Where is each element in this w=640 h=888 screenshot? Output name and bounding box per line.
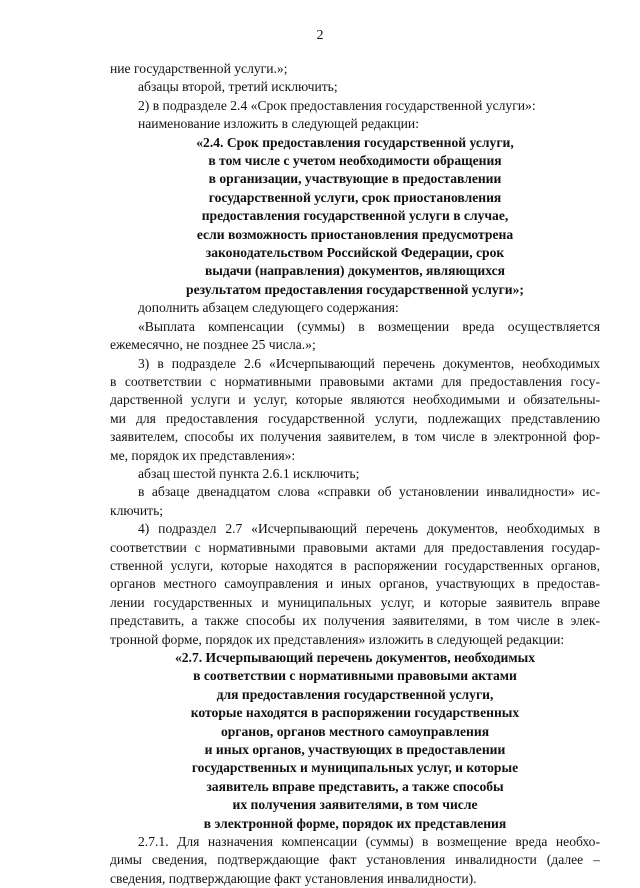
text-line: ми для предоставления государственной услуги, подлежащих представлению [110, 410, 600, 426]
heading-line: в организации, участвующие в предоставлении [208, 171, 502, 187]
heading-line: выдачи (направления) документов, являющихся [204, 263, 506, 279]
heading-line: результатом предоставления государственной услуги»; [186, 281, 524, 297]
text-line: абзац шестой пункта 2.6.1 исключить; [138, 465, 360, 481]
text-line: лении государственных и муниципальных услуг, и которые заявитель вправе [110, 594, 600, 610]
text-line: наименование изложить в следующей редакции: [138, 116, 419, 132]
heading-line: в электронной форме, порядок их представления [203, 815, 507, 831]
text-line: ние государственной услуги.»; [110, 61, 288, 76]
text-line: 2) в подразделе 2.4 «Срок предоставления государственной услуги»: [138, 97, 536, 113]
text-line: представить, а также способы их получения заявителями, в том числе в элек- [110, 613, 600, 629]
page-number: 2 [316, 28, 324, 43]
text-line: «Выплата компенсации (суммы) в возмещении вреда осуществляется [138, 318, 600, 334]
heading-line: которые находятся в распоряжении государственных [190, 705, 520, 721]
text-line: соответствии с нормативными правовыми актами для предоставления государ- [110, 539, 600, 555]
heading-line: законодательством Российской Федерации, срок [205, 245, 505, 261]
text-line: дарственной услуги и услуг, которые являются необходимыми и обязательны- [110, 392, 600, 408]
heading-line: государственных и муниципальных услуг, и которые [191, 760, 519, 776]
heading-line: органов, органов местного самоуправления [220, 723, 490, 739]
heading-line: и иных органов, участвующих в предоставлении [204, 742, 506, 758]
document-body [110, 60, 600, 888]
text-line: 2.7.1. Для назначения компенсации (суммы) в возмещение вреда необхо- [138, 834, 600, 850]
text-line: 3) в подразделе 2.6 «Исчерпывающий перечень документов, необходимых [138, 355, 600, 371]
text-line: ключить; [110, 502, 164, 518]
text-line: в абзаце двенадцатом слова «справки об установлении инвалидности» ис- [138, 484, 600, 500]
text-line: димы сведения, подтверждающие факт установления инвалидности (далее – [110, 852, 600, 868]
text-line: абзацы второй, третий исключить; [138, 79, 338, 95]
heading-line: «2.7. Исчерпывающий перечень документов, необходимых [174, 650, 536, 665]
text-line: 4) подраздел 2.7 «Исчерпывающий перечень документов, необходимых в [138, 521, 600, 537]
heading-line: предоставления государственной услуги в случае, [201, 208, 509, 224]
heading-line: заявитель вправе представить, а также способы [206, 778, 504, 794]
heading-line: в соответствии с нормативными правовыми актами [193, 668, 517, 684]
text-line: сведения, подтверждающие факт установления инвалидности). [110, 870, 477, 886]
text-line: органов местного самоуправления и иных органов, участвующих в предостав- [110, 576, 600, 592]
heading-line: для предоставления государственной услуги, [216, 686, 494, 702]
heading-line: в том числе с учетом необходимости обращения [208, 153, 502, 169]
text-line: дополнить абзацем следующего содержания: [138, 300, 399, 316]
text-line: в соответствии с нормативными правовыми актами для предоставления госу- [110, 373, 600, 389]
heading-line: если возможность приостановления предусмотрена [196, 226, 514, 242]
heading-line: государственной услуги, срок приостановления [208, 189, 502, 205]
heading-line: «2.4. Срок предоставления государственной услуги, [196, 134, 514, 150]
text-line: заявителем, способы их получения заявителем, в том числе в электронной фор- [110, 429, 600, 445]
text-line: ственной услуги, которые находятся в распоряжении государственных органов, [110, 557, 600, 573]
heading-line: их получения заявителями, в том числе [232, 797, 478, 813]
text-line: ежемесячно, не позднее 25 числа.»; [110, 337, 316, 353]
text-line: тронной форме, порядок их представления» изложить в следующей редакции: [110, 631, 565, 647]
text-line: ме, порядок их представления»: [110, 447, 296, 463]
